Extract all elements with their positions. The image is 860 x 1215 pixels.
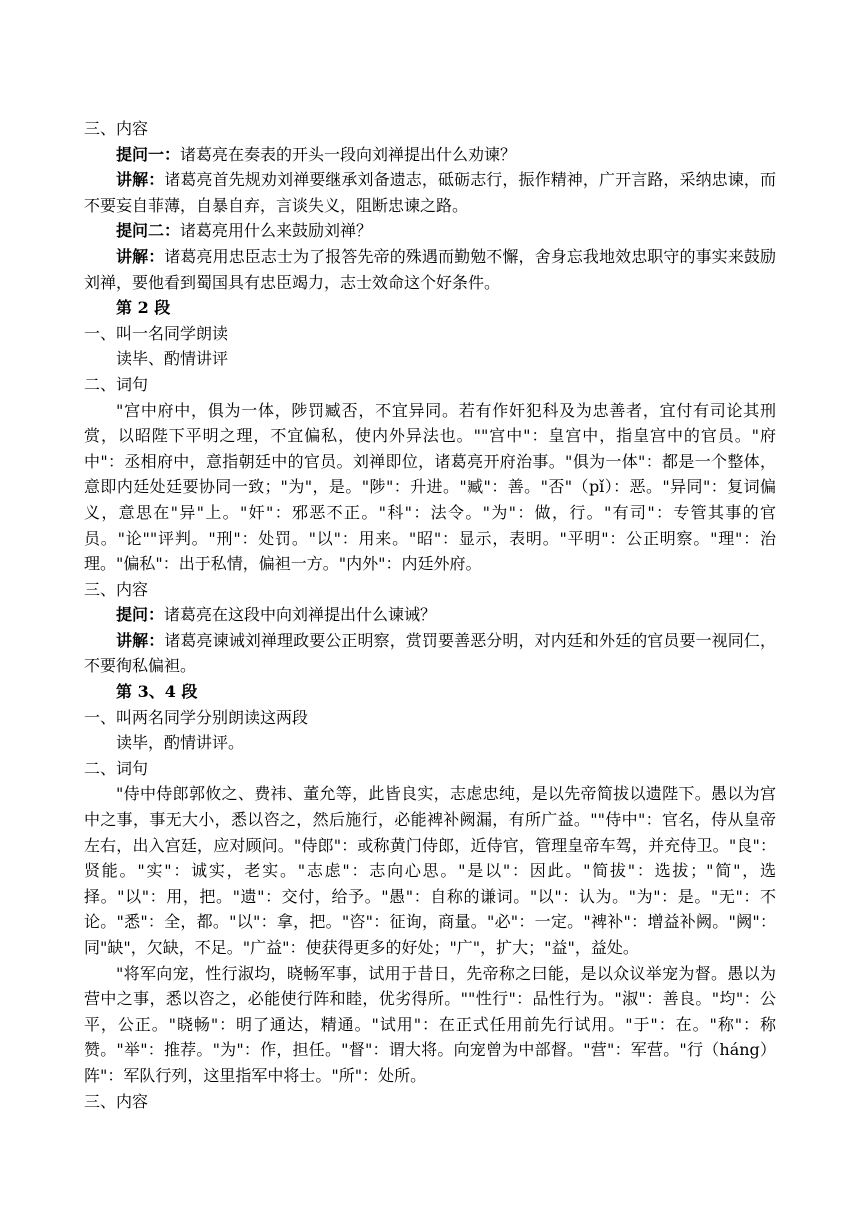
reading-comment: 读毕、酌情讲评 (116, 349, 229, 369)
explanation-text: 诸葛亮首先规劝刘禅要继承刘备遗志，砥砺志行，振作精神，广开言路，采纳忠谏，而不要妄自菲薄，自暴自弃，言谈失义，阻断忠谏之路。 (84, 170, 776, 215)
explanation-text: 诸葛亮用忠臣志士为了报答先帝的殊遇而勤勉不懈，舍身忘我地效忠职守的事实来鼓励刘禅，要他看到蜀国具有忠臣竭力，志士效命这个好条件。 (84, 246, 776, 292)
vocabulary-heading: 二、词句 (84, 374, 149, 394)
reading-comment: 读毕，酌情讲评。 (116, 733, 245, 753)
explanation-one (84, 167, 776, 218)
question-one (84, 142, 776, 168)
question (84, 602, 776, 628)
vocabulary-heading: 二、词句 (84, 758, 149, 778)
vocabulary-paragraph: "将军向宠，性行淑均，晓畅军事，试用于昔日，先帝称之曰能，是以众议举宠为督。愚以为营中之事，悉以咨之，必能使行阵和睦，优劣得所。""性行"：品性行为。"淑"：善良。"均"：公平，公正。"晓畅"：明了通达，精通。"试用"：在正式任用前先行试用。"于"：在。"称"：称赞。"举"：推荐。"为"：作，担任。"督"：谓大将。向宠曾为中部督。"营"：军营。"行（háng）阵"：军队行列，这里指军中将士。"所"：处所。 (84, 963, 776, 1085)
vocabulary-paragraph: "侍中侍郎郭攸之、费祎、董允等，此皆良实，志虑忠纯，是以先帝简拔以遗陛下。愚以为宫中之事，事无大小，悉以咨之，然后施行，必能裨补阙漏，有所广益。""侍中"：官名，侍从皇帝左右，出入宫廷，应对顾问。"侍郎"：或称黄门侍郎，近侍官，管理皇帝车驾，并充侍卫。"良"：贤能。"实"：诚实，老实。"志虑"：志向心思。"是以"：因此。"简拔"：选拔；"简"，选择。"以"：用，把。"遗"：交付，给予。"愚"：自称的谦词。"以"：认为。"为"：是。"无"：不论。"悉"：全，都。"以"：拿，把。"咨"：征询，商量。"必"：一定。"裨补"：增益补阙。"阙"：同"缺"，欠缺，不足。"广益"：使获得更多的好处；"广"，扩大；"益"，益处。 (84, 784, 776, 957)
question-text: 诸葛亮在奏表的开头一段向刘禅提出什么劝谏？ (180, 144, 517, 164)
content-heading: 三、内容 (84, 579, 149, 599)
question-two (84, 218, 776, 244)
question-label: 提问二： (116, 221, 181, 241)
content-heading: 三、内容 (84, 119, 149, 138)
content-heading: 三、内容 (84, 1091, 149, 1111)
question-label: 提问一： (116, 144, 181, 164)
explanation-label: 讲解： (116, 246, 165, 266)
section-title-2: 第 2 段 (116, 298, 171, 318)
vocabulary-paragraph: "宫中府中，俱为一体，陟罚臧否，不宜异同。若有作奸犯科及为忠善者，宜付有司论其刑赏，以昭陛下平明之理，不宜偏私，使内外异法也。""宫中"：皇宫中，指皇宫中的官员。"府中"：丞相府中，意指朝廷中的官员。刘禅即位，诸葛亮开府治事。"俱为一体"：都是一个整体，意即内廷处廷要协同一致；"为"，是。"陟"：升进。"臧"：善。"否"（pǐ）：恶。"异同"：复词偏义，意思在"异"上。"奸"：邪恶不正。"科"：法令。"为"：做，行。"有司"：专管其事的官员。"论""评判。"刑"：处罚。"以"：用来。"昭"：显示，表明。"平明"：公正明察。"理"：治理。"偏私"：出于私情，偏袒一方。"内外"：内廷外府。 (84, 400, 776, 574)
explanation-text: 诸葛亮谏诫刘禅理政要公正明察，赏罚要善恶分明，对内廷和外廷的官员要一视同仁，不要徇私偏袒。 (84, 630, 776, 676)
question-label: 提问： (116, 605, 165, 625)
section-title-3-4: 第 3、4 段 (116, 682, 198, 702)
question-text: 诸葛亮用什么来鼓励刘禅？ (180, 221, 373, 241)
explanation (84, 628, 776, 679)
read-aloud-heading: 一、叫两名同学分别朗读这两段 (84, 707, 309, 727)
explanation-two (84, 244, 776, 295)
explanation-label: 讲解： (116, 630, 165, 650)
read-aloud-heading: 一、叫一名同学朗读 (84, 323, 229, 343)
question-text: 诸葛亮在这段中向刘禅提出什么谏诫？ (164, 605, 437, 625)
explanation-label: 讲解： (116, 170, 165, 190)
